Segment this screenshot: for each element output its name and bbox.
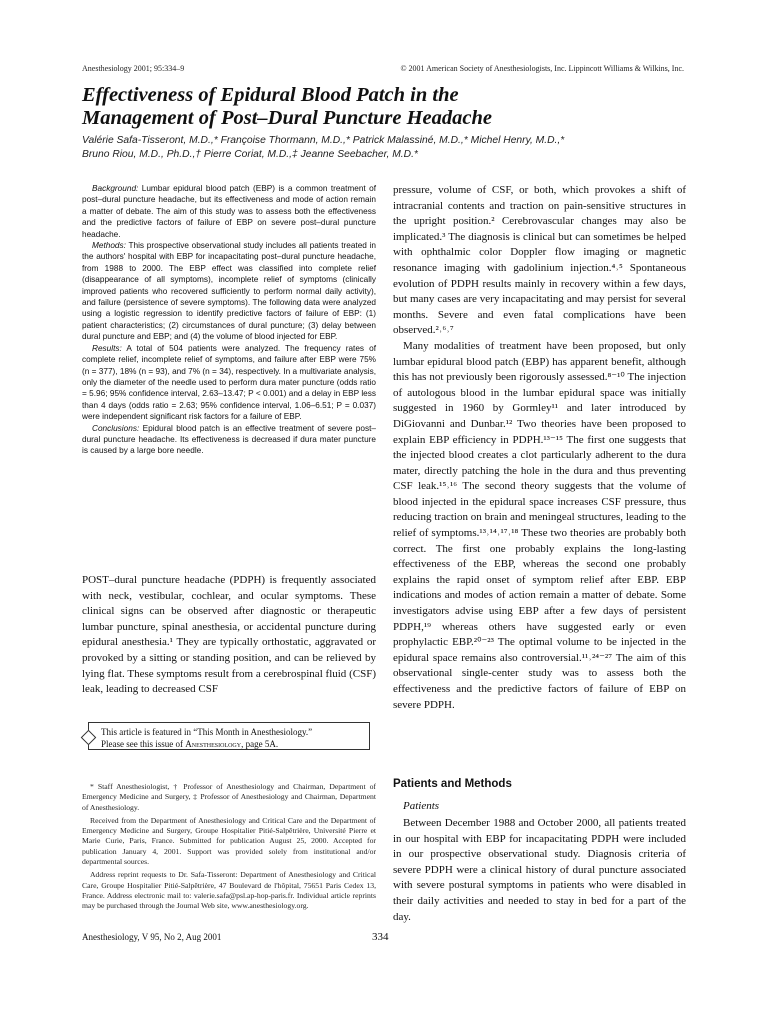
featured-box-line-2-post: , page 5A. <box>241 739 279 749</box>
introduction-paragraph: POST–dural puncture headache (PDPH) is frequently associated with neck, vestibular, cochlear, and ocular symptoms. These clinical signs can be observed after diagnostic or therapeutic lumbar puncture, spinal anesthesia, or accidental puncture during epidural anesthesia.¹ They are typically orthostatic, aggravated or provoked by a sitting or standing position, and can be relieved by lying flat. These symptoms result from a cerebrospinal fluid (CSF) leak, leading to decreased CSF <box>82 574 376 696</box>
featured-box-line-1: This article is featured in “This Month in Anesthesiology.” <box>101 727 313 737</box>
featured-box-journal-name: Anesthesiology <box>185 739 242 749</box>
diamond-icon <box>81 730 97 746</box>
abstract-results-label: Results: <box>92 343 122 353</box>
subsection-heading-patients: Patients <box>403 800 440 812</box>
article-title-line-2: Management of Post–Dural Puncture Headache <box>82 107 493 129</box>
author-line-1: Valérie Safa-Tisseront, M.D.,* Françoise Thormann, M.D.,* Patrick Malassiné, M.D.,* Michel Henry, M.D.,* <box>82 135 565 146</box>
footer-citation: Anesthesiology, V 95, No 2, Aug 2001 <box>82 932 222 942</box>
page-number: 334 <box>372 931 389 943</box>
footnote-affiliations: * Staff Anesthesiologist, † Professor of Anesthesiology and Chairman, Department of Emergency Medicine and Surgery, ‡ Professor of Anesthesiology and Chairman, Department of Anesthesiology. <box>82 782 376 812</box>
abstract-results-text: A total of 504 patients were analyzed. The frequency rates of complete relief, incomplete relief of symptoms, and failure after EBP were 75% (n = 377), 18% (n = 93), and 7% (n = 34), respectively. In a multivariate analysis, only the diameter of the needle used to perform dura mater puncture (odds ratio = 5.96; 95% confidence interval, 2.63–13.47; P < 0.001) and a delay in EBP less than 4 days (odds ratio = 2.63; 95% confidence interval, 1.06–6.51; P = 0.037) were independent significant risk factors for a failure of EBP. <box>82 343 376 422</box>
methods-text <box>393 816 686 925</box>
intro-right-paragraph-1: pressure, volume of CSF, or both, which provokes a shift of intracranial contents and traction on pain-sensitive structures in the upright position.² Cerebrovascular changes may also be implicated.³ The diagnosis is clinical but can sometimes be helped with ophthalmic color Doppler flow imaging or magnetic resonance imaging with gadolinium injection.⁴˒⁵ Spontaneous evolution of PDPH results mainly in recovery within a few days, but many cases are very incapacitating and may persist for several months. Severe and even fatal complications have been observed.²˒⁶˒⁷ <box>393 184 686 337</box>
footnote-received: Received from the Department of Anesthesiology and Critical Care and the Department of Emergency Medicine and Surgery, Groupe Hospitalier Pitié-Salpêtrière, Université Pierre et Marie Curie, Paris, France. Submitted for publication August 25, 2000. Accepted for publication January 4, 2001. Support was provided solely from institutional and/or departmental sources. <box>82 815 376 867</box>
featured-box-line-2-pre: Please see this issue of <box>101 739 186 749</box>
abstract-methods-label: Methods: <box>92 241 126 251</box>
introduction-right <box>393 183 686 713</box>
intro-right-paragraph-2: Many modalities of treatment have been proposed, but only lumbar epidural blood patch (EBP) has apparent benefit, although this has not previously been rigorously assessed.⁸⁻¹⁰ The injection of autologous blood in the lumbar epidural space was initially suggested in 1960 by Gormley¹¹ and later introduced by DiGiovanni and Dunbar.¹² Two theories have been proposed to explain EBP efficiency in PDPH.¹³⁻¹⁵ The first one suggests that the injected blood creates a clot particularly adherent to the dura mater, directly patching the hole in the dura and thus preventing CSF leak.¹⁵˒¹⁶ The second theory suggests that the volume of blood injected in the epidural space increases CSF pressure, thus reducing traction on brain and meningeal structures, leading to the relief of symptoms.¹³˒¹⁴˒¹⁷˒¹⁸ These two theories are probably both correct. The first one probably explains the long-lasting effectiveness of the EBP, whereas the second one probably explains the rapid onset of symptom relief after EBP. EBP indications and modes of action remain a matter of debate. Some investigators advise using EBP after a few days of persistent PDPH,¹⁹ whereas others have suggested early or even prophylactic EBP.²⁰⁻²³ The optimal volume to be injected in the epidural space remains also controversial.¹¹˒²⁴⁻²⁷ The aim of this observational single-center study was to assess both the effectiveness and the predictive factors of failure of EBP on severe PDPH. <box>393 339 686 711</box>
methods-paragraph: Between December 1988 and October 2000, all patients treated in our hospital with EBP for incapacitating PDPH were included in our prospective observational study. Diagnosis criteria of severe PDPH were a clinical history of dural puncture associated with severe postural symptoms in patients who were disabled in their daily activities and needed to stay in bed for a part of the day. <box>393 817 686 923</box>
featured-article-box <box>88 722 370 750</box>
footnote-address: Address reprint requests to Dr. Safa-Tisseront: Department of Anesthesiology and Critical Care, Groupe Hospitalier Pitié-Salpêtrière, 47 Boulevard de l'hôpital, 75651 Paris Cedex 13, France. Address electronic mail to: valerie.safa@psl.ap-hop-paris.fr. Individual article reprints may be purchased through the Journal Web site, www.anesthesiology.org. <box>82 870 376 911</box>
abstract-conclusions-label: Conclusions: <box>92 423 140 433</box>
abstract-results <box>82 343 376 423</box>
abstract-conclusions <box>82 423 376 457</box>
footnotes <box>82 782 376 915</box>
abstract <box>82 183 376 457</box>
running-header-journal: Anesthesiology 2001; 95:334–9 <box>82 64 185 73</box>
article-title-line-1: Effectiveness of Epidural Blood Patch in the <box>82 84 459 106</box>
abstract-background-text: Lumbar epidural blood patch (EBP) is a common treatment of post–dural puncture headache, but its effectiveness and mode of action remain a matter of debate. The aim of this study was to assess both the effectiveness and the predictive factors of failure of EBP on severe post–dural puncture headache. <box>82 184 376 239</box>
abstract-conclusions-text: Epidural blood patch is an effective treatment of severe post–dural puncture headache. Its effectiveness is decreased if dura mater puncture is caused by a large bore needle. <box>82 423 376 456</box>
article-title <box>82 84 686 130</box>
author-list <box>82 134 686 162</box>
abstract-background-label: Background: <box>92 184 139 193</box>
featured-box-line-2 <box>101 738 361 750</box>
introduction-left <box>82 573 376 698</box>
section-heading-patients-methods: Patients and Methods <box>393 778 512 790</box>
abstract-methods <box>82 240 376 343</box>
running-header-copyright: © 2001 American Society of Anesthesiologists, Inc. Lippincott Williams & Wilkins, Inc. <box>400 64 684 73</box>
abstract-methods-text: This prospective observational study includes all patients treated in the authors' hospital with EBP for incapacitating post–dural puncture headache, from 1988 to 2000. The EBP effect was classified into complete relief (disappearance of all symptoms), incomplete relief of symptoms (clinically improved patients who recovered sufficiently to perform normal daily activity), and failure (persistence of severe symptoms). The following data were analyzed using a logistic regression to identify predictive factors of failure of EBP: (1) patient characteristics; (2) circumstances of dural puncture; (3) delay between dural puncture and EBP; and (4) the volume of blood injected for EBP. <box>82 241 376 342</box>
author-line-2: Bruno Riou, M.D., Ph.D.,† Pierre Coriat, M.D.,‡ Jeanne Seebacher, M.D.* <box>82 149 418 160</box>
abstract-background <box>82 183 376 240</box>
